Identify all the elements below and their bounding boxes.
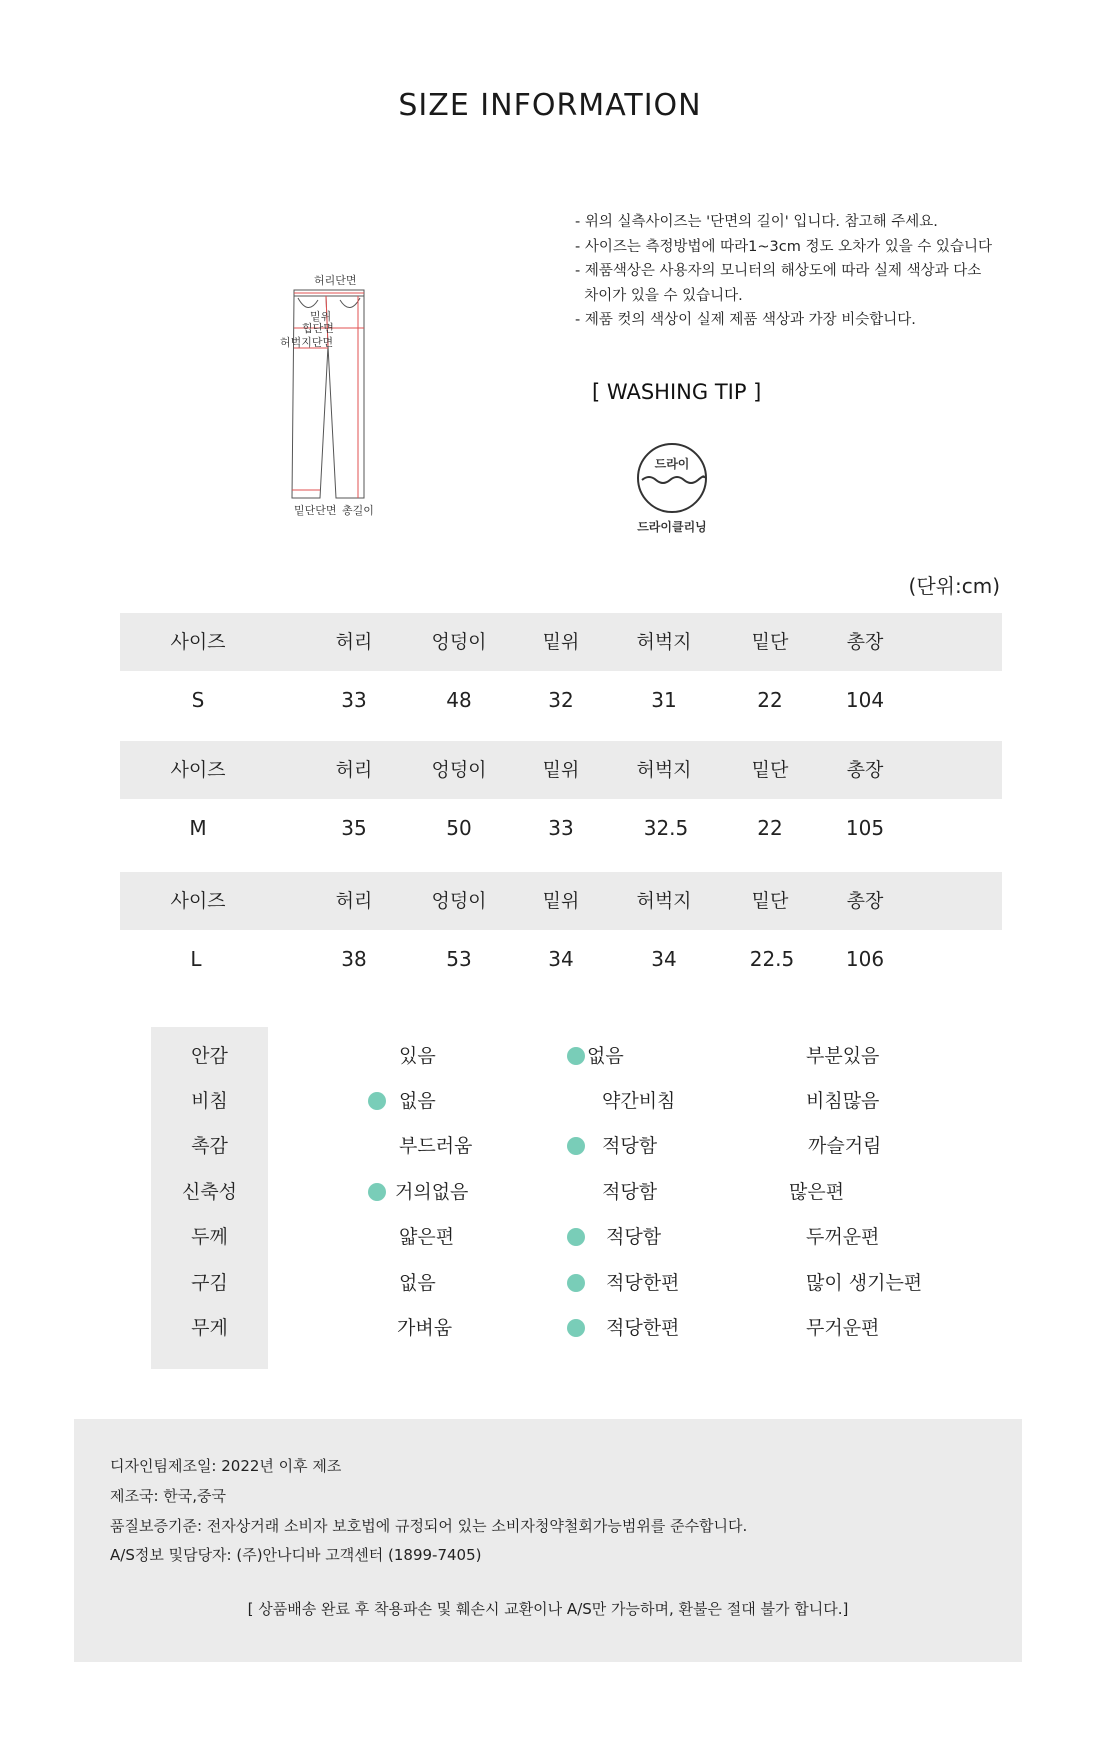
diagram-label-hem: 밑단단면: [294, 504, 337, 517]
fabric-row: [151, 1079, 1001, 1124]
value-length: 105: [845, 816, 885, 840]
value-size: M: [189, 816, 207, 840]
fabric-option: 없음: [587, 1045, 624, 1067]
fabric-row-label: 안감: [191, 1045, 228, 1067]
header-hip: 엉덩이: [431, 890, 487, 912]
fabric-option: 얇은편: [399, 1226, 455, 1248]
diagram-label-hip: 힙단면: [302, 322, 334, 335]
header-length: 총장: [846, 759, 884, 781]
size-notes: [575, 210, 992, 333]
fabric-row-label: 구김: [191, 1272, 228, 1294]
size-value-row: [120, 930, 1002, 988]
header-size: 사이즈: [170, 759, 226, 781]
size-value-row: [120, 671, 1002, 729]
selected-indicator-dot: [567, 1319, 585, 1337]
value-hip: 48: [446, 688, 472, 712]
fabric-option: 거의없음: [395, 1181, 469, 1203]
fabric-option: 약간비침: [602, 1090, 676, 1112]
fabric-properties-table: [151, 1027, 1001, 1369]
pants-measurement-diagram: [278, 268, 388, 523]
note-line: 차이가 있을 수 있습니다.: [575, 287, 743, 304]
fabric-option: 있음: [399, 1045, 436, 1067]
value-thigh: 31: [651, 688, 677, 712]
fabric-option: 비침많음: [806, 1090, 880, 1112]
value-waist: 33: [341, 688, 367, 712]
header-thigh: 허벅지: [636, 890, 692, 912]
selected-indicator-dot: [368, 1183, 386, 1201]
value-hem: 22: [757, 816, 783, 840]
header-size: 사이즈: [170, 631, 226, 653]
dry-clean-icon-text: 드라이: [654, 457, 690, 471]
size-value-row: [120, 799, 1002, 857]
fabric-row-label: 무게: [191, 1317, 228, 1339]
value-length: 106: [845, 947, 885, 971]
value-waist: 35: [341, 816, 367, 840]
header-waist: 허리: [335, 759, 373, 781]
selected-indicator-dot: [567, 1228, 585, 1246]
note-line: - 제품 컷의 색상이 실제 제품 색상과 가장 비슷합니다.: [575, 312, 916, 328]
fabric-row-label: 비침: [191, 1090, 228, 1112]
size-header-row: [120, 872, 1002, 930]
header-rise: 밑위: [542, 890, 580, 912]
washing-tip-title: [ WASHING TIP ]: [592, 380, 762, 404]
value-rise: 34: [548, 947, 574, 971]
value-hem: 22.5: [749, 947, 795, 971]
fabric-option: 없음: [399, 1090, 436, 1112]
selected-indicator-dot: [567, 1047, 585, 1065]
note-line: - 제품색상은 사용자의 모니터의 해상도에 따라 실제 색상과 다소: [575, 263, 982, 279]
product-info-footer: [74, 1419, 1022, 1662]
size-header-row: [120, 741, 1002, 799]
diagram-label-length: 총길이: [342, 504, 374, 517]
unit-label: (단위:cm): [908, 574, 1000, 598]
diagram-label-rise: 밑위: [310, 310, 332, 323]
value-rise: 33: [548, 816, 574, 840]
fabric-option: 적당함: [606, 1226, 662, 1248]
header-waist: 허리: [335, 890, 373, 912]
dry-clean-icon: [636, 442, 708, 514]
value-hip: 50: [446, 816, 472, 840]
footer-line-country: 제조국: 한국,중국: [110, 1487, 227, 1505]
fabric-row: [151, 1261, 1001, 1306]
fabric-row-label: 신축성: [181, 1181, 238, 1203]
fabric-row: [151, 1215, 1001, 1260]
header-rise: 밑위: [542, 631, 580, 653]
header-size: 사이즈: [170, 890, 226, 912]
header-length: 총장: [846, 890, 884, 912]
fabric-option: 적당함: [602, 1135, 658, 1157]
fabric-row-label: 두께: [191, 1226, 228, 1248]
header-thigh: 허벅지: [636, 631, 692, 653]
size-header-row: [120, 613, 1002, 671]
value-waist: 38: [341, 947, 367, 971]
diagram-label-thigh: 허벅지단면: [280, 336, 334, 349]
selected-indicator-dot: [567, 1274, 585, 1292]
fabric-option: 많이 생기는편: [806, 1272, 923, 1294]
footer-line-as-info: A/S정보 및담당자: (주)안나디바 고객센터 (1899-7405): [110, 1546, 482, 1564]
header-hem: 밑단: [751, 759, 789, 781]
washing-tip-label: 드라이클리닝: [637, 520, 707, 534]
note-line: - 사이즈는 측정방법에 따라1~3cm 정도 오차가 있을 수 있습니다: [575, 238, 992, 255]
diagram-label-waist: 허리단면: [314, 274, 357, 287]
header-waist: 허리: [335, 631, 373, 653]
value-thigh: 34: [651, 947, 677, 971]
value-size: L: [190, 947, 202, 971]
fabric-option: 부분있음: [806, 1045, 880, 1067]
fabric-option: 없음: [399, 1272, 436, 1294]
header-hem: 밑단: [751, 631, 789, 653]
fabric-option: 적당한편: [606, 1317, 680, 1339]
fabric-option: 가벼움: [397, 1317, 453, 1339]
header-thigh: 허벅지: [636, 759, 692, 781]
footer-line-warranty: 품질보증기준: 전자상거래 소비자 보호법에 규정되어 있는 소비자청약철회가능범위를 준수합니다.: [110, 1517, 748, 1535]
header-length: 총장: [846, 631, 884, 653]
value-thigh: 32.5: [643, 816, 689, 840]
header-rise: 밑위: [542, 759, 580, 781]
fabric-row: [151, 1034, 1001, 1079]
fabric-row: [151, 1124, 1001, 1169]
value-hem: 22: [757, 688, 783, 712]
footer-notice: [ 상품배송 완료 후 착용파손 및 훼손시 교환이나 A/S만 가능하며, 환불은 절대 불가 합니다.]: [247, 1600, 849, 1618]
fabric-option: 두꺼운편: [806, 1226, 880, 1248]
value-length: 104: [845, 688, 885, 712]
fabric-option: 까슬거림: [808, 1135, 882, 1157]
footer-line-manufacture: 디자인팀제조일: 2022년 이후 제조: [110, 1457, 342, 1475]
selected-indicator-dot: [567, 1137, 585, 1155]
fabric-option: 적당함: [602, 1181, 658, 1203]
value-hip: 53: [446, 947, 472, 971]
value-size: S: [191, 688, 205, 712]
fabric-row-label: 촉감: [191, 1135, 228, 1157]
fabric-option: 많은편: [789, 1181, 845, 1203]
fabric-row: [151, 1170, 1001, 1215]
page-title: SIZE INFORMATION: [398, 88, 702, 123]
header-hip: 엉덩이: [431, 759, 487, 781]
header-hem: 밑단: [751, 890, 789, 912]
header-hip: 엉덩이: [431, 631, 487, 653]
value-rise: 32: [548, 688, 574, 712]
fabric-option: 부드러움: [399, 1135, 473, 1157]
fabric-option: 무거운편: [806, 1317, 880, 1339]
fabric-option: 적당한편: [606, 1272, 680, 1294]
fabric-row: [151, 1306, 1001, 1351]
selected-indicator-dot: [368, 1092, 386, 1110]
note-line: - 위의 실측사이즈는 '단면의 길이' 입니다. 참고해 주세요.: [575, 214, 938, 230]
